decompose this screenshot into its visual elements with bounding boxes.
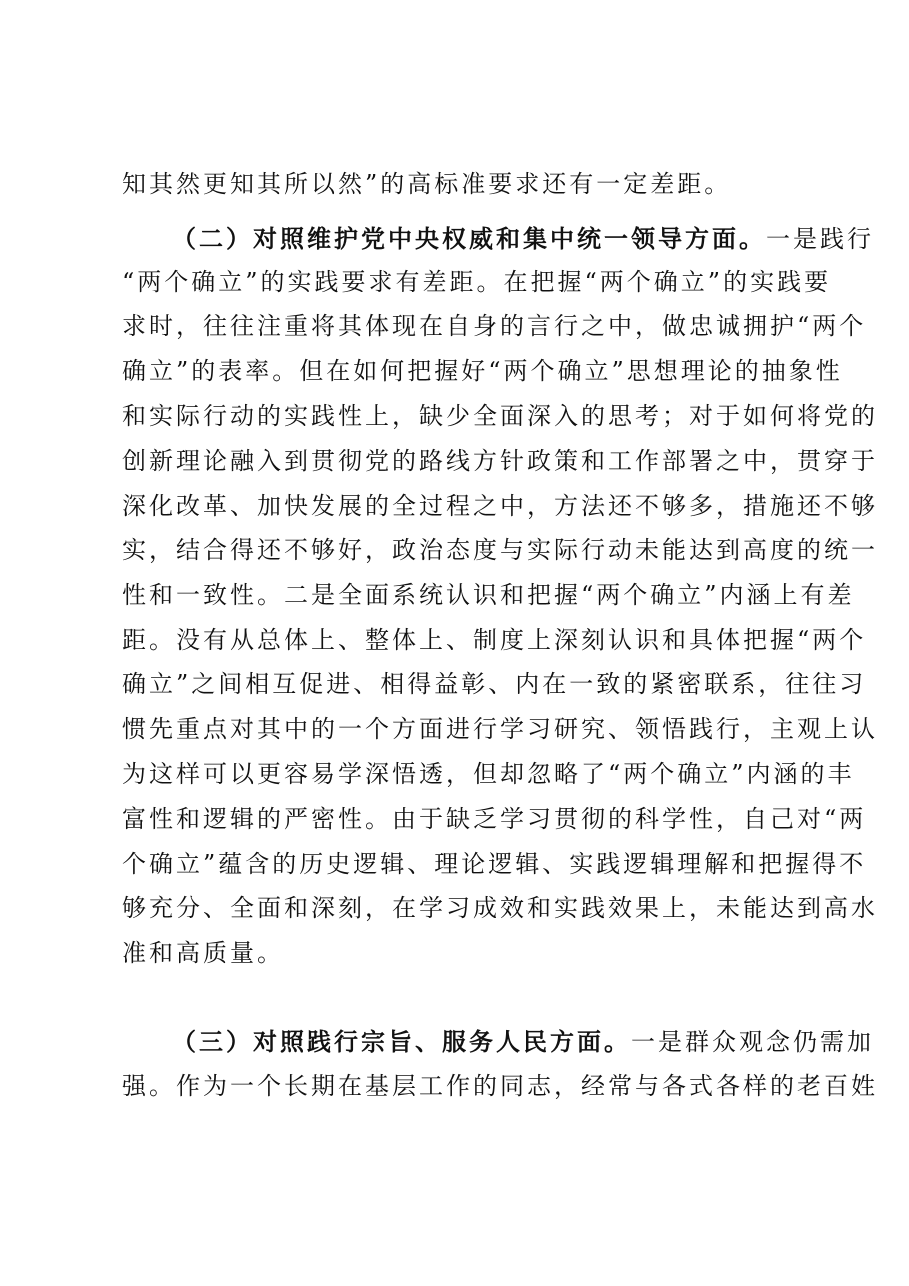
text-line: 富性和逻辑的严密性。由于缺乏学习贯彻的科学性，自己对“两 (122, 805, 867, 833)
text-line: 求时，往往注重将其体现在自身的言行之中，做忠诚拥护“两个 (122, 312, 867, 340)
text-line: 强。作为一个长期在基层工作的同志，经常与各式各样的老百姓 (122, 1072, 878, 1100)
text-line: 确立”之间相互促进、相得益彰、内在一致的紧密联系，往往习 (122, 670, 867, 698)
text-line: 为这样可以更容易学深悟透，但却忽略了“两个确立”内涵的丰 (122, 760, 855, 788)
paragraph-line (172, 1025, 874, 1059)
text-line: 创新理论融入到贯彻党的路线方针政策和工作部署之中，贯穿于 (122, 447, 878, 475)
text-line: 实，结合得还不够好，政治态度与实际行动未能达到高度的统一 (122, 536, 878, 564)
section-heading: （三）对照践行宗旨、服务人民方面。 (172, 1027, 631, 1056)
text-line: 和实际行动的实践性上，缺少全面深入的思考；对于如何将党的 (122, 402, 878, 430)
text-line: 确立”的表率。但在如何把握好“两个确立”思想理论的抽象性 (122, 357, 843, 385)
text-line: 够充分、全面和深刻，在学习成效和实践效果上，未能达到高水 (122, 894, 878, 922)
text-line: 距。没有从总体上、整体上、制度上深刻认识和具体把握“两个 (122, 626, 867, 654)
section-heading: （二）对照维护党中央权威和集中统一领导方面。 (172, 224, 766, 253)
text-line: 知其然更知其所以然”的高标准要求还有一定差距。 (122, 170, 732, 198)
text-line: 准和高质量。 (122, 939, 284, 967)
text-line: 个确立”蕴含的历史逻辑、理论逻辑、实践逻辑理解和把握得不 (122, 850, 867, 878)
text-run: 一是践行 (766, 225, 874, 253)
text-line: 惯先重点对其中的一个方面进行学习研究、领悟践行，主观上认 (122, 715, 878, 743)
paragraph-line (172, 222, 874, 256)
text-line: 深化改革、加快发展的全过程之中，方法还不够多，措施还不够 (122, 492, 878, 520)
text-run: 一是群众观念仍需加 (631, 1028, 874, 1056)
text-line: “两个确立”的实践要求有差距。在把握“两个确立”的实践要 (122, 268, 832, 296)
text-line: 性和一致性。二是全面系统认识和把握“两个确立”内涵上有差 (122, 581, 855, 609)
